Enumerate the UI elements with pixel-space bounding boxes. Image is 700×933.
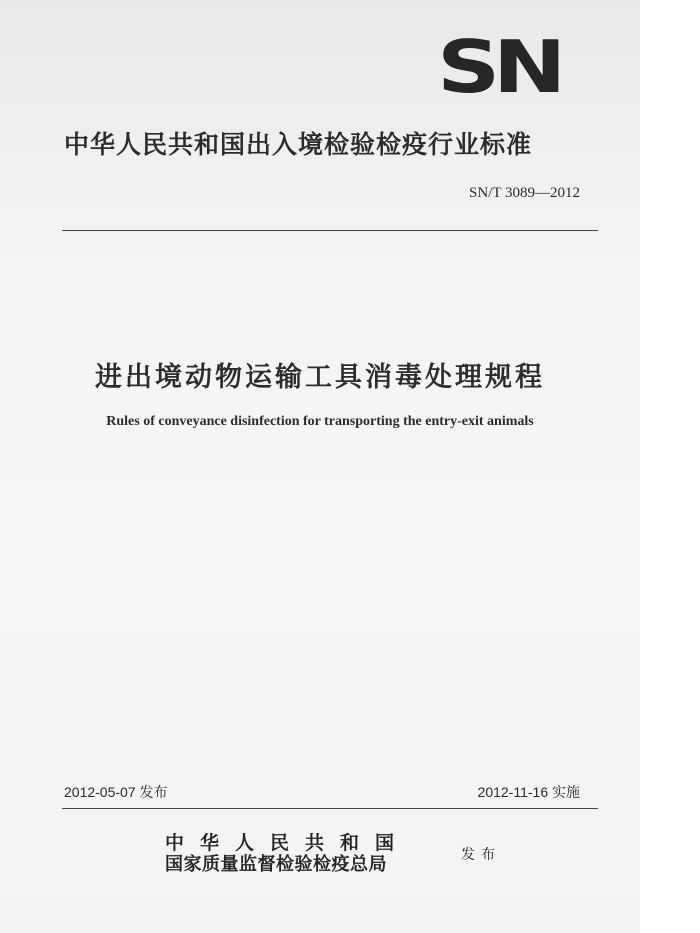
title-chinese: 进出境动物运输工具消毒处理规程 <box>95 362 545 393</box>
implementation-date: 2012-11-16 实施 <box>477 784 580 800</box>
issuer-block <box>165 832 410 876</box>
sn-logo-text: SN <box>436 25 560 109</box>
standard-number: SN/T 3089—2012 <box>469 185 580 201</box>
organization-header: 中华人民共和国出入境检验检疫行业标准 <box>64 130 533 159</box>
title-english: Rules of conveyance disinfection for transporting the entry-exit animals <box>106 414 534 429</box>
issuer-country: 中华人民共和国 <box>165 832 411 854</box>
sn-logo <box>432 25 564 109</box>
issuer-agency: 国家质量监督检验检疫总局 <box>165 854 387 875</box>
issue-date: 2012-05-07 发布 <box>64 784 168 800</box>
bottom-divider <box>62 808 598 809</box>
top-divider <box>62 230 598 231</box>
publish-label: 发布 <box>461 847 501 863</box>
page-margin <box>640 0 700 933</box>
